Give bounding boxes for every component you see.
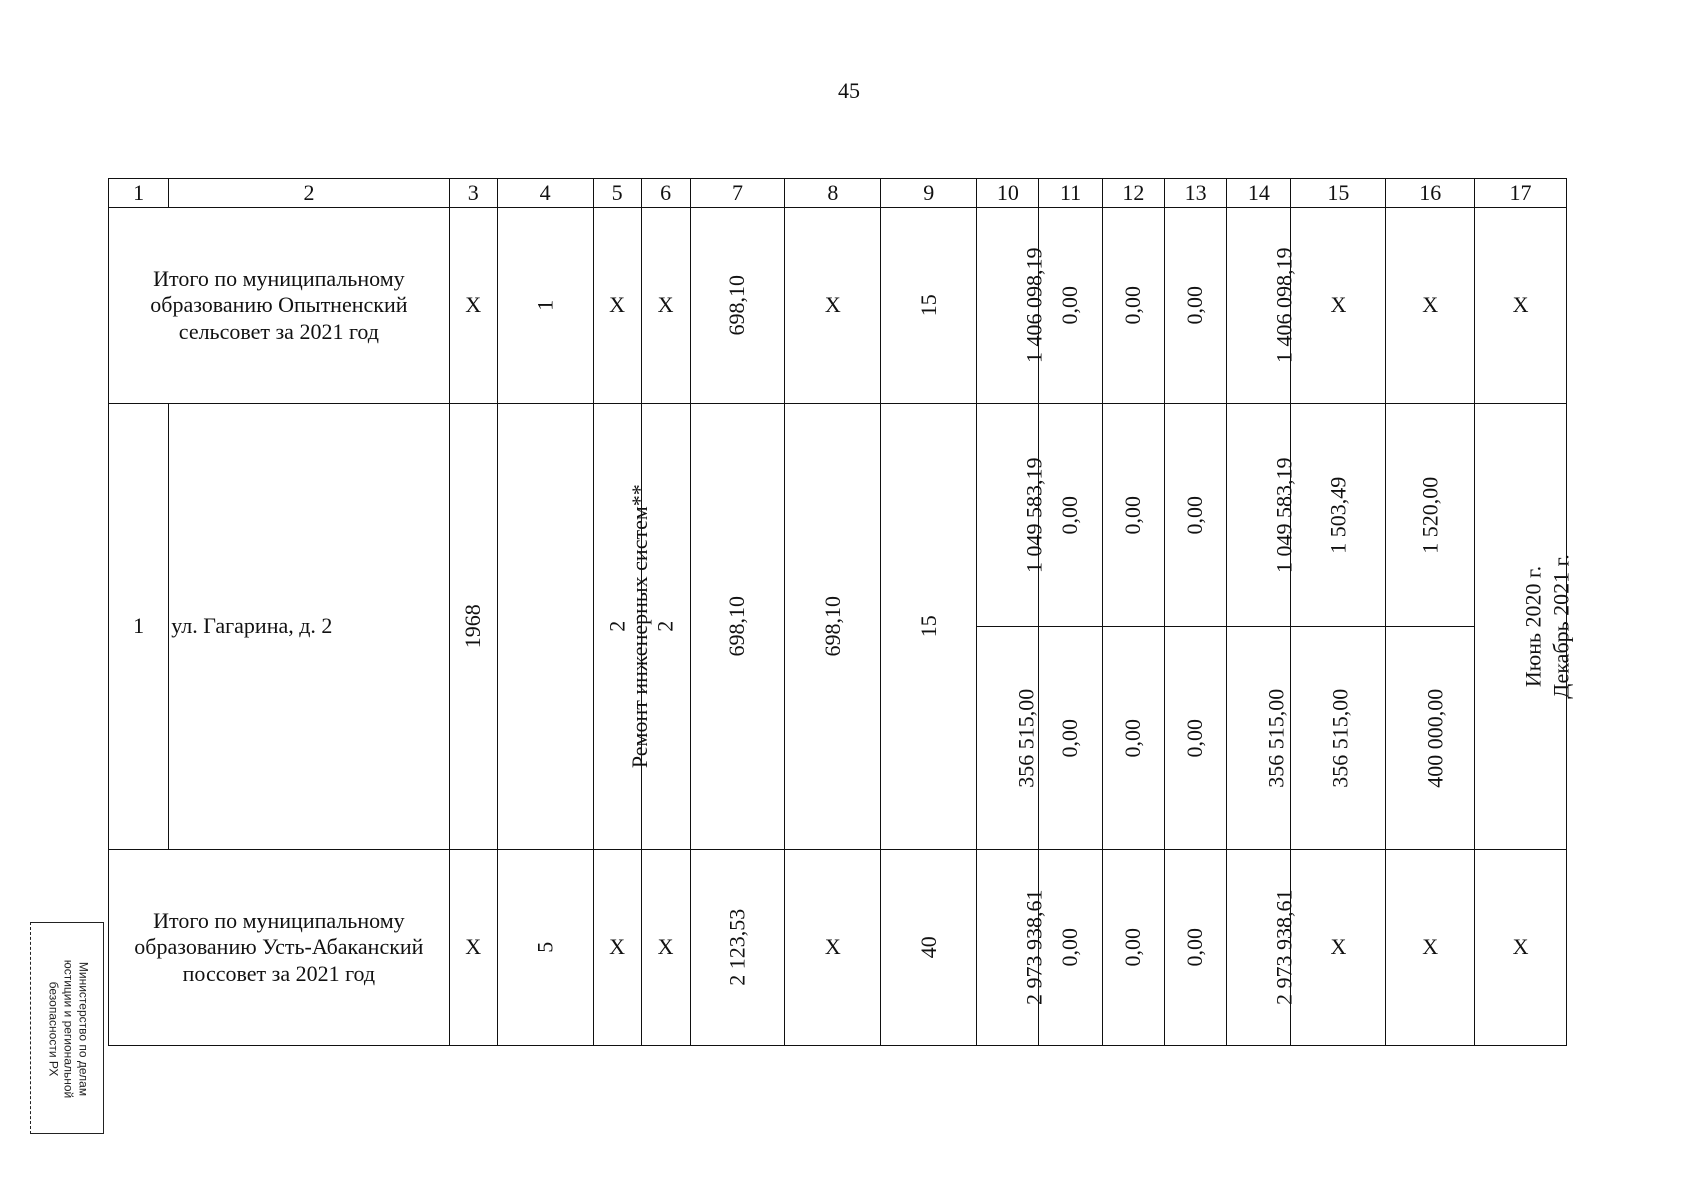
item-upper-c13 (1164, 404, 1226, 627)
stamp-line: безопасности РХ (46, 981, 61, 1077)
item-upper-c16-text: 1 520,00 (1417, 476, 1443, 554)
cell-c12 (1102, 208, 1164, 404)
header-cell: 11 (1039, 179, 1102, 208)
header-cell: 1 (109, 179, 169, 208)
total-row-opytnensky (109, 208, 1567, 404)
item-row-upper (109, 404, 1567, 627)
cell-c13 (1164, 850, 1226, 1046)
cell-c12-text: 0,00 (1120, 928, 1146, 967)
item-lower-c14-text: 356 515,00 (1263, 688, 1289, 788)
cell-c4 (497, 850, 593, 1046)
cell-c12 (1102, 850, 1164, 1046)
cell-c14-text: 1 406 098,19 (1271, 247, 1297, 364)
cell-c8: Х (785, 850, 881, 1046)
stamp-line: Министерство по делам (76, 961, 91, 1097)
header-cell: 6 (641, 179, 690, 208)
period-start: Июнь 2020 г. (1520, 565, 1546, 688)
item-lower-c14 (1227, 627, 1291, 850)
item-lower-c13 (1164, 627, 1226, 850)
cell-c15: Х (1291, 850, 1386, 1046)
item-work-text: Ремонт инженерных систем** (626, 484, 652, 769)
header-cell: 8 (785, 179, 881, 208)
cell-c14 (1227, 208, 1297, 404)
item-c8 (785, 404, 881, 850)
item-lower-c11 (1039, 627, 1102, 850)
header-cell: 10 (977, 179, 1039, 208)
header-cell: 9 (881, 179, 977, 208)
header-cell: 15 (1291, 179, 1386, 208)
cell-c5: Х (593, 850, 641, 1046)
header-cell: 12 (1102, 179, 1164, 208)
header-cell: 3 (449, 179, 497, 208)
cell-c11-text: 0,00 (1057, 286, 1083, 325)
cell-c9-text: 15 (915, 294, 941, 317)
stamp-text (46, 927, 91, 1132)
cell-c11-text: 0,00 (1057, 928, 1083, 967)
item-upper-c11-text: 0,00 (1057, 495, 1083, 535)
item-lower-c16 (1386, 627, 1475, 850)
item-lower-c13-text: 0,00 (1182, 718, 1208, 758)
item-lower-c10 (977, 627, 1039, 850)
repair-program-table (108, 178, 1574, 1046)
cell-c17: Х (1475, 208, 1567, 404)
item-upper-c15 (1291, 404, 1386, 627)
item-work (497, 404, 652, 850)
item-lower-c10-text: 356 515,00 (1013, 688, 1039, 788)
header-cell: 14 (1227, 179, 1291, 208)
item-upper-c14-text: 1 049 583,19 (1271, 457, 1297, 573)
item-upper-c13-text: 0,00 (1182, 495, 1208, 535)
cell-c13 (1164, 208, 1226, 404)
item-period (1475, 404, 1574, 850)
cell-c15: Х (1291, 208, 1386, 404)
cell-c14-text: 2 973 938,61 (1271, 889, 1297, 1006)
cell-c11 (1039, 850, 1102, 1046)
total-row-ust-abakan (109, 850, 1567, 1046)
item-lower-c12 (1102, 627, 1164, 850)
cell-c4-text: 5 (531, 941, 557, 953)
item-c9 (881, 404, 977, 850)
item-lower-c12-text: 0,00 (1120, 718, 1146, 758)
item-number: 1 (109, 404, 169, 850)
total-label: Итого по муниципальному образованию Усть-Абаканский поссовет за 2021 год (109, 850, 450, 1046)
cell-c5: Х (593, 208, 641, 404)
item-lower-c15 (1291, 627, 1386, 850)
item-year (449, 404, 497, 850)
cell-c13-text: 0,00 (1182, 286, 1208, 325)
cell-c3: Х (449, 850, 497, 1046)
cell-c10-text: 1 406 098,19 (1021, 247, 1047, 364)
cell-c7-text: 2 123,53 (724, 908, 750, 986)
item-c7 (690, 404, 785, 850)
item-upper-c12 (1102, 404, 1164, 627)
header-cell: 2 (169, 179, 450, 208)
header-cell: 4 (497, 179, 593, 208)
stamp-line: юстиции и региональной (61, 959, 76, 1099)
cell-c14 (1227, 850, 1297, 1046)
cell-c10 (977, 208, 1047, 404)
item-upper-c10 (977, 404, 1047, 627)
total-label: Итого по муниципальному образованию Опытненский сельсовет за 2021 год (109, 208, 450, 404)
header-cell: 7 (690, 179, 785, 208)
item-lower-c11-text: 0,00 (1057, 718, 1083, 758)
item-c9-text: 15 (915, 615, 941, 638)
item-c5-text: 2 (603, 620, 629, 632)
header-cell: 5 (593, 179, 641, 208)
header-cell: 17 (1475, 179, 1567, 208)
cell-c7 (690, 208, 785, 404)
cell-c9 (881, 208, 977, 404)
cell-c6: Х (641, 208, 690, 404)
item-year-text: 1968 (460, 604, 486, 649)
cell-c11 (1039, 208, 1102, 404)
item-upper-c14 (1227, 404, 1297, 627)
cell-c10 (977, 850, 1047, 1046)
cell-c9-text: 40 (915, 936, 941, 959)
cell-c4-text: 1 (531, 299, 557, 311)
item-address: ул. Гагарина, д. 2 (169, 404, 450, 850)
item-c6-text: 2 (652, 620, 678, 632)
cell-c17: Х (1475, 850, 1567, 1046)
item-upper-c16 (1386, 404, 1475, 627)
header-cell: 16 (1386, 179, 1475, 208)
cell-c7 (690, 850, 785, 1046)
cell-c16: Х (1386, 850, 1475, 1046)
item-period-text (1520, 554, 1575, 698)
item-upper-c15-text: 1 503,49 (1325, 476, 1351, 554)
cell-c9 (881, 850, 977, 1046)
cell-c12-text: 0,00 (1120, 286, 1146, 325)
cell-c13-text: 0,00 (1182, 928, 1208, 967)
item-upper-c10-text: 1 049 583,19 (1021, 457, 1047, 573)
header-cell: 13 (1164, 179, 1226, 208)
cell-c8: Х (785, 208, 881, 404)
cell-c6: Х (641, 850, 690, 1046)
page-number: 45 (838, 78, 860, 103)
item-upper-c11 (1039, 404, 1102, 627)
item-lower-c16-text: 400 000,00 (1422, 688, 1448, 788)
header-row (109, 179, 1567, 208)
item-c7-text: 698,10 (724, 596, 750, 657)
cell-c16: Х (1386, 208, 1475, 404)
item-c8-text: 698,10 (819, 596, 845, 657)
item-lower-c15-text: 356 515,00 (1327, 688, 1353, 788)
cell-c7-text: 698,10 (724, 275, 750, 336)
cell-c10-text: 2 973 938,61 (1021, 889, 1047, 1006)
cell-c3: Х (449, 208, 497, 404)
period-end: Декабрь 2021 г. (1548, 554, 1574, 699)
ministry-stamp (30, 922, 104, 1134)
cell-c4 (497, 208, 593, 404)
item-upper-c12-text: 0,00 (1120, 495, 1146, 535)
